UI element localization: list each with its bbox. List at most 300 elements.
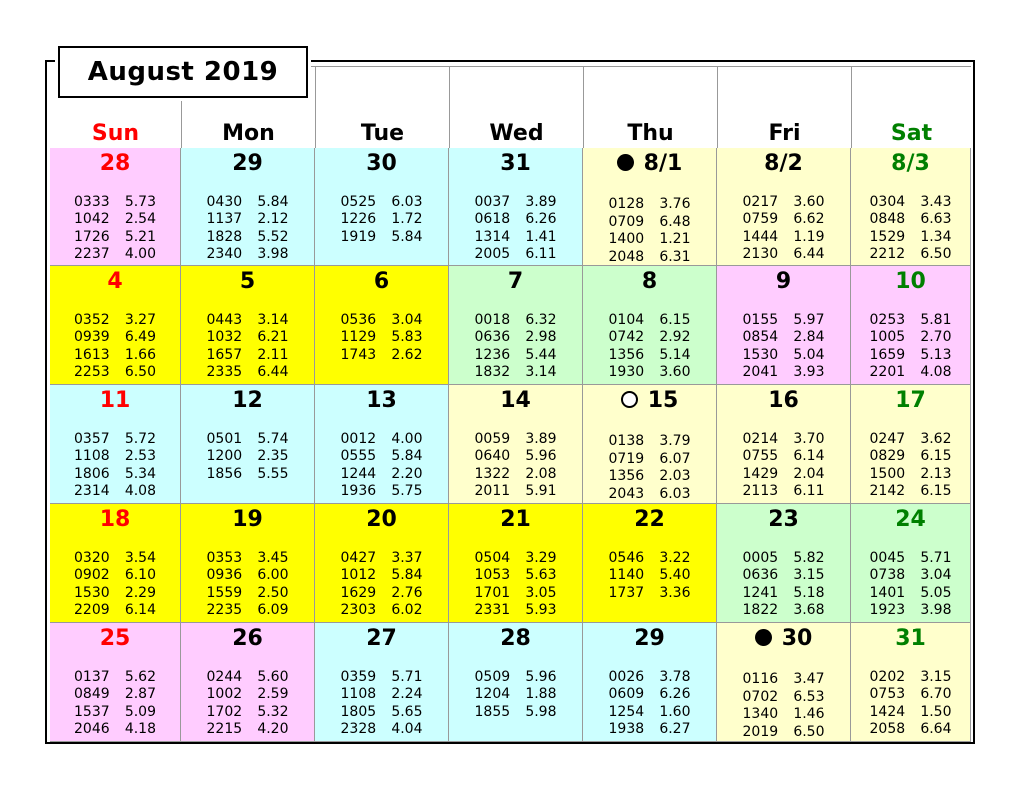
tide-time: 1254 xyxy=(608,703,645,720)
day-cell[interactable] xyxy=(449,504,583,623)
tide-time: 2041 xyxy=(742,363,779,380)
day-cell[interactable] xyxy=(851,148,971,266)
day-cell[interactable] xyxy=(315,148,449,266)
day-cell[interactable] xyxy=(717,623,851,742)
tide-height: 3.15 xyxy=(793,567,825,584)
day-cell[interactable] xyxy=(449,385,583,504)
tide-list xyxy=(717,194,850,263)
tide-height: 6.07 xyxy=(659,450,691,467)
day-cell[interactable] xyxy=(315,623,449,742)
tide-time: 1856 xyxy=(206,465,243,482)
tide-row xyxy=(449,483,582,500)
tide-height: 6.48 xyxy=(659,213,691,230)
tide-time: 1743 xyxy=(340,346,377,363)
tide-time: 1559 xyxy=(206,584,243,601)
tide-time: 2113 xyxy=(742,482,779,499)
tide-list xyxy=(181,550,314,619)
tide-time: 1236 xyxy=(474,346,511,363)
tide-row xyxy=(583,451,716,469)
day-cell[interactable] xyxy=(50,148,181,266)
tide-height: 6.50 xyxy=(920,245,952,262)
day-label: 4 xyxy=(107,269,123,294)
day-cell[interactable] xyxy=(50,266,181,385)
tide-row xyxy=(50,364,180,381)
tide-time: 1923 xyxy=(869,601,906,618)
tide-height: 2.53 xyxy=(124,448,156,465)
tide-height: 6.03 xyxy=(659,485,691,502)
tide-height: 1.66 xyxy=(124,346,156,363)
tide-row xyxy=(181,686,314,703)
tide-height: 3.15 xyxy=(920,669,952,685)
tide-time: 1340 xyxy=(742,706,779,723)
day-cell[interactable] xyxy=(449,148,583,266)
tide-height: 4.20 xyxy=(257,720,289,737)
tide-row xyxy=(50,704,180,721)
day-number xyxy=(315,150,448,178)
tide-time: 1936 xyxy=(340,482,377,499)
tide-row xyxy=(449,246,582,263)
tide-list xyxy=(181,669,314,738)
tide-height: 3.79 xyxy=(659,433,691,449)
tide-row xyxy=(315,448,448,465)
day-cell[interactable] xyxy=(181,504,315,623)
tide-row xyxy=(181,329,314,346)
day-label: 21 xyxy=(500,507,531,532)
tide-height: 6.31 xyxy=(659,248,691,265)
tide-row xyxy=(717,431,850,448)
day-number xyxy=(50,387,180,415)
tide-time: 0759 xyxy=(742,211,779,228)
tide-time: 1401 xyxy=(869,584,906,601)
tide-row xyxy=(315,686,448,703)
tide-height: 3.14 xyxy=(525,363,557,380)
tide-time: 0202 xyxy=(869,669,906,685)
weekday-label: Sun xyxy=(91,121,140,146)
tide-height: 3.04 xyxy=(920,567,952,584)
tide-time: 0509 xyxy=(474,669,511,685)
tide-height: 1.41 xyxy=(525,228,557,245)
tide-time: 2303 xyxy=(340,601,377,618)
day-number xyxy=(583,625,716,653)
tide-time: 0128 xyxy=(608,196,645,212)
day-cell[interactable] xyxy=(717,504,851,623)
tide-time: 1530 xyxy=(742,346,779,363)
tide-row xyxy=(50,550,180,567)
tide-height: 3.60 xyxy=(659,363,691,380)
tide-row xyxy=(717,312,850,329)
day-number xyxy=(50,506,180,534)
tide-list xyxy=(583,312,716,381)
tide-height: 6.15 xyxy=(920,482,952,499)
tide-row xyxy=(717,550,850,567)
tide-height: 5.75 xyxy=(391,482,423,499)
new-moon-icon xyxy=(755,629,772,646)
day-label: 6 xyxy=(373,269,390,294)
tide-row xyxy=(315,669,448,686)
day-cell[interactable] xyxy=(181,266,315,385)
tide-time: 2340 xyxy=(206,245,243,262)
tide-list xyxy=(315,669,448,738)
tide-list xyxy=(50,550,180,619)
tide-height: 5.72 xyxy=(124,431,156,447)
tide-height: 6.27 xyxy=(659,720,691,737)
tide-time: 0137 xyxy=(74,669,110,685)
day-number xyxy=(449,387,582,415)
tide-time: 0719 xyxy=(608,450,645,467)
tide-row xyxy=(181,194,314,211)
tide-time: 0059 xyxy=(474,431,511,447)
tide-height: 6.44 xyxy=(257,363,289,380)
tide-time: 0018 xyxy=(474,312,511,328)
weekday-header-fri xyxy=(717,66,851,148)
day-number xyxy=(449,268,582,296)
tide-row xyxy=(181,585,314,602)
tide-height: 5.73 xyxy=(124,194,156,210)
tide-height: 6.62 xyxy=(793,211,825,228)
day-cell[interactable] xyxy=(50,504,181,623)
tide-height: 6.50 xyxy=(793,723,825,740)
tide-height: 2.24 xyxy=(391,686,423,703)
tide-height: 4.00 xyxy=(124,245,156,262)
tide-time: 0501 xyxy=(206,431,243,447)
tide-height: 3.37 xyxy=(391,550,423,566)
day-cell[interactable] xyxy=(181,148,315,266)
tide-row xyxy=(181,567,314,584)
tide-time: 1204 xyxy=(474,686,511,703)
tide-row xyxy=(717,229,850,246)
tide-row xyxy=(449,194,582,211)
day-label: 30 xyxy=(366,151,397,176)
weekday-label: Sat xyxy=(890,121,933,146)
tide-row xyxy=(583,364,716,381)
tide-list xyxy=(50,312,180,381)
tide-height: 1.72 xyxy=(391,211,423,228)
tide-list xyxy=(449,431,582,500)
day-number xyxy=(449,506,582,534)
tide-row xyxy=(315,312,448,329)
tide-height: 2.20 xyxy=(391,465,423,482)
calendar-grid xyxy=(50,148,971,742)
tide-row xyxy=(449,229,582,246)
tide-row xyxy=(851,448,970,465)
day-label: 28 xyxy=(500,626,531,651)
tide-row xyxy=(315,704,448,721)
tide-row xyxy=(449,602,582,619)
tide-row xyxy=(50,431,180,448)
tide-row xyxy=(851,585,970,602)
tide-time: 0640 xyxy=(474,448,511,465)
tide-row xyxy=(181,364,314,381)
tide-time: 2253 xyxy=(74,363,110,380)
tide-height: 6.14 xyxy=(124,601,156,618)
tide-time: 0536 xyxy=(340,312,377,328)
tide-time: 1530 xyxy=(74,584,110,601)
tide-list xyxy=(583,196,716,266)
tide-row xyxy=(449,329,582,346)
tide-time: 0333 xyxy=(74,194,110,210)
day-label: 14 xyxy=(500,388,531,413)
tide-row xyxy=(315,229,448,246)
tide-time: 0026 xyxy=(608,669,645,685)
tide-row xyxy=(583,550,716,567)
tide-time: 0753 xyxy=(869,686,906,703)
tide-row xyxy=(583,329,716,346)
tide-list xyxy=(717,671,850,741)
tide-row xyxy=(315,347,448,364)
tide-list xyxy=(851,431,970,500)
day-cell[interactable] xyxy=(315,385,449,504)
tide-list xyxy=(717,312,850,381)
day-cell[interactable] xyxy=(315,504,449,623)
day-cell[interactable] xyxy=(851,385,971,504)
day-number xyxy=(717,506,850,534)
tide-row xyxy=(717,329,850,346)
tide-height: 2.84 xyxy=(793,329,825,346)
day-cell[interactable] xyxy=(717,385,851,504)
tide-time: 1137 xyxy=(206,211,243,228)
tide-list xyxy=(50,431,180,500)
tide-height: 5.65 xyxy=(391,703,423,720)
tide-height: 5.13 xyxy=(920,346,952,363)
weekday-label: Wed xyxy=(489,121,544,146)
tide-height: 5.60 xyxy=(257,669,289,685)
day-number xyxy=(449,150,582,178)
tide-time: 0849 xyxy=(74,686,110,703)
tide-row xyxy=(583,669,716,686)
tide-row xyxy=(583,231,716,249)
day-label: 10 xyxy=(895,269,926,294)
weekday-header-thu xyxy=(583,66,717,148)
tide-height: 3.04 xyxy=(391,312,423,328)
tide-height: 5.18 xyxy=(793,584,825,601)
tide-height: 6.26 xyxy=(525,211,557,228)
tide-row xyxy=(851,246,970,263)
day-number xyxy=(851,387,970,415)
tide-height: 3.78 xyxy=(659,669,691,685)
tide-row xyxy=(449,567,582,584)
tide-height: 3.45 xyxy=(257,550,289,566)
day-number xyxy=(717,150,850,178)
day-number xyxy=(181,625,314,653)
tide-time: 1806 xyxy=(74,465,110,482)
tide-row xyxy=(717,689,850,707)
tide-height: 4.08 xyxy=(124,482,156,499)
tide-row xyxy=(851,347,970,364)
tide-height: 1.50 xyxy=(920,703,952,720)
tide-height: 5.96 xyxy=(525,669,557,685)
day-cell[interactable] xyxy=(50,385,181,504)
tide-time: 1701 xyxy=(474,584,511,601)
tide-height: 3.76 xyxy=(659,196,691,212)
tide-height: 6.49 xyxy=(124,329,156,346)
tide-height: 5.84 xyxy=(391,448,423,465)
tide-time: 0155 xyxy=(742,312,779,328)
tide-time: 2209 xyxy=(74,601,110,618)
tide-height: 1.88 xyxy=(525,686,557,703)
tide-row xyxy=(449,585,582,602)
day-cell[interactable] xyxy=(50,623,181,742)
day-number xyxy=(583,268,716,296)
tide-height: 4.18 xyxy=(124,720,156,737)
tide-time: 2058 xyxy=(869,720,906,737)
tide-time: 0045 xyxy=(869,550,906,566)
day-label: 25 xyxy=(99,626,131,651)
tide-height: 2.87 xyxy=(124,686,156,703)
tide-time: 1108 xyxy=(74,448,110,465)
tide-height: 1.21 xyxy=(659,231,691,248)
tide-height: 2.08 xyxy=(525,465,557,482)
tide-time: 1529 xyxy=(869,228,906,245)
tide-time: 1005 xyxy=(869,329,906,346)
tide-list xyxy=(449,194,582,263)
day-label: 8/1 xyxy=(643,151,683,176)
tide-list xyxy=(449,312,582,381)
day-number xyxy=(583,506,716,534)
tide-time: 2237 xyxy=(74,245,110,262)
day-cell[interactable] xyxy=(181,385,315,504)
tide-time: 0742 xyxy=(608,329,645,346)
tide-height: 3.93 xyxy=(793,363,825,380)
tide-row xyxy=(717,194,850,211)
tide-row xyxy=(717,724,850,742)
day-number xyxy=(181,268,314,296)
tide-row xyxy=(181,229,314,246)
day-label: 30 xyxy=(781,626,813,651)
day-label: 19 xyxy=(232,507,263,532)
tide-time: 0939 xyxy=(74,329,110,346)
tide-row xyxy=(851,229,970,246)
tide-time: 1314 xyxy=(474,228,511,245)
tide-list xyxy=(583,550,716,602)
day-label: 29 xyxy=(232,151,263,176)
tide-height: 3.14 xyxy=(257,312,289,328)
tide-height: 4.00 xyxy=(391,431,423,447)
tide-row xyxy=(181,602,314,619)
day-label: 22 xyxy=(634,507,665,532)
tide-time: 2048 xyxy=(608,248,645,265)
tide-row xyxy=(50,347,180,364)
tide-height: 6.15 xyxy=(920,448,952,465)
day-label: 27 xyxy=(366,626,397,651)
day-label: 13 xyxy=(366,388,397,413)
tide-list xyxy=(851,312,970,381)
tide-height: 2.92 xyxy=(659,329,691,346)
tide-time: 1429 xyxy=(742,465,779,482)
tide-row xyxy=(315,431,448,448)
tide-row xyxy=(449,448,582,465)
tide-height: 5.62 xyxy=(124,669,156,685)
tide-row xyxy=(583,249,716,267)
tide-time: 1400 xyxy=(608,231,645,248)
day-cell[interactable] xyxy=(851,504,971,623)
tide-height: 1.19 xyxy=(793,228,825,245)
tide-time: 0244 xyxy=(206,669,243,685)
tide-time: 0247 xyxy=(869,431,906,447)
day-label: 5 xyxy=(239,269,256,294)
tide-height: 5.91 xyxy=(525,482,557,499)
tide-time: 0902 xyxy=(74,567,110,584)
tide-height: 6.70 xyxy=(920,686,952,703)
tide-time: 1629 xyxy=(340,584,377,601)
day-label: 8 xyxy=(641,269,658,294)
tide-list xyxy=(851,550,970,619)
tide-row xyxy=(50,229,180,246)
tide-row xyxy=(315,483,448,500)
tide-time: 1053 xyxy=(474,567,511,584)
tide-row xyxy=(449,211,582,228)
day-cell[interactable] xyxy=(449,266,583,385)
tide-time: 0443 xyxy=(206,312,243,328)
tide-time: 1244 xyxy=(340,465,377,482)
day-cell[interactable] xyxy=(583,504,717,623)
day-cell[interactable] xyxy=(449,623,583,742)
day-number xyxy=(315,387,448,415)
day-cell[interactable] xyxy=(851,623,971,742)
tide-row xyxy=(315,466,448,483)
tide-time: 2130 xyxy=(742,245,779,262)
day-cell[interactable] xyxy=(583,148,717,266)
tide-list xyxy=(583,433,716,503)
tide-row xyxy=(315,211,448,228)
tide-height: 2.62 xyxy=(391,346,423,363)
day-cell[interactable] xyxy=(717,266,851,385)
day-label: 31 xyxy=(500,151,531,176)
day-cell[interactable] xyxy=(583,623,717,742)
day-cell[interactable] xyxy=(181,623,315,742)
tide-row xyxy=(717,585,850,602)
tide-height: 5.98 xyxy=(525,703,557,720)
tide-time: 1140 xyxy=(608,567,645,584)
new-moon-icon xyxy=(617,154,634,171)
tide-height: 6.44 xyxy=(793,245,825,262)
tide-time: 1726 xyxy=(74,228,110,245)
tide-row xyxy=(181,550,314,567)
tide-height: 5.96 xyxy=(525,448,557,465)
day-number xyxy=(50,268,180,296)
tide-height: 5.34 xyxy=(124,465,156,482)
tide-time: 0427 xyxy=(340,550,377,566)
tide-list xyxy=(583,669,716,738)
tide-row xyxy=(50,312,180,329)
tide-height: 2.03 xyxy=(659,468,691,485)
tide-row xyxy=(50,567,180,584)
tide-height: 5.71 xyxy=(920,550,952,566)
tide-time: 0555 xyxy=(340,448,377,465)
day-cell[interactable] xyxy=(583,266,717,385)
tide-time: 0104 xyxy=(608,312,645,328)
tide-height: 5.63 xyxy=(525,567,557,584)
tide-row xyxy=(583,196,716,214)
tide-time: 1805 xyxy=(340,703,377,720)
day-number xyxy=(851,625,970,653)
day-cell[interactable] xyxy=(717,148,851,266)
tide-height: 2.12 xyxy=(257,211,289,228)
tide-row xyxy=(315,602,448,619)
tide-height: 6.03 xyxy=(391,194,423,210)
day-cell[interactable] xyxy=(315,266,449,385)
day-cell[interactable] xyxy=(583,385,717,504)
weekday-label: Mon xyxy=(222,121,275,146)
tide-time: 0138 xyxy=(608,433,645,449)
tide-height: 5.71 xyxy=(391,669,423,685)
tide-height: 6.63 xyxy=(920,211,952,228)
day-cell[interactable] xyxy=(851,266,971,385)
tide-time: 0618 xyxy=(474,211,511,228)
tide-time: 0304 xyxy=(869,194,906,210)
tide-row xyxy=(181,721,314,738)
tide-time: 0504 xyxy=(474,550,511,566)
tide-time: 0546 xyxy=(608,550,645,566)
